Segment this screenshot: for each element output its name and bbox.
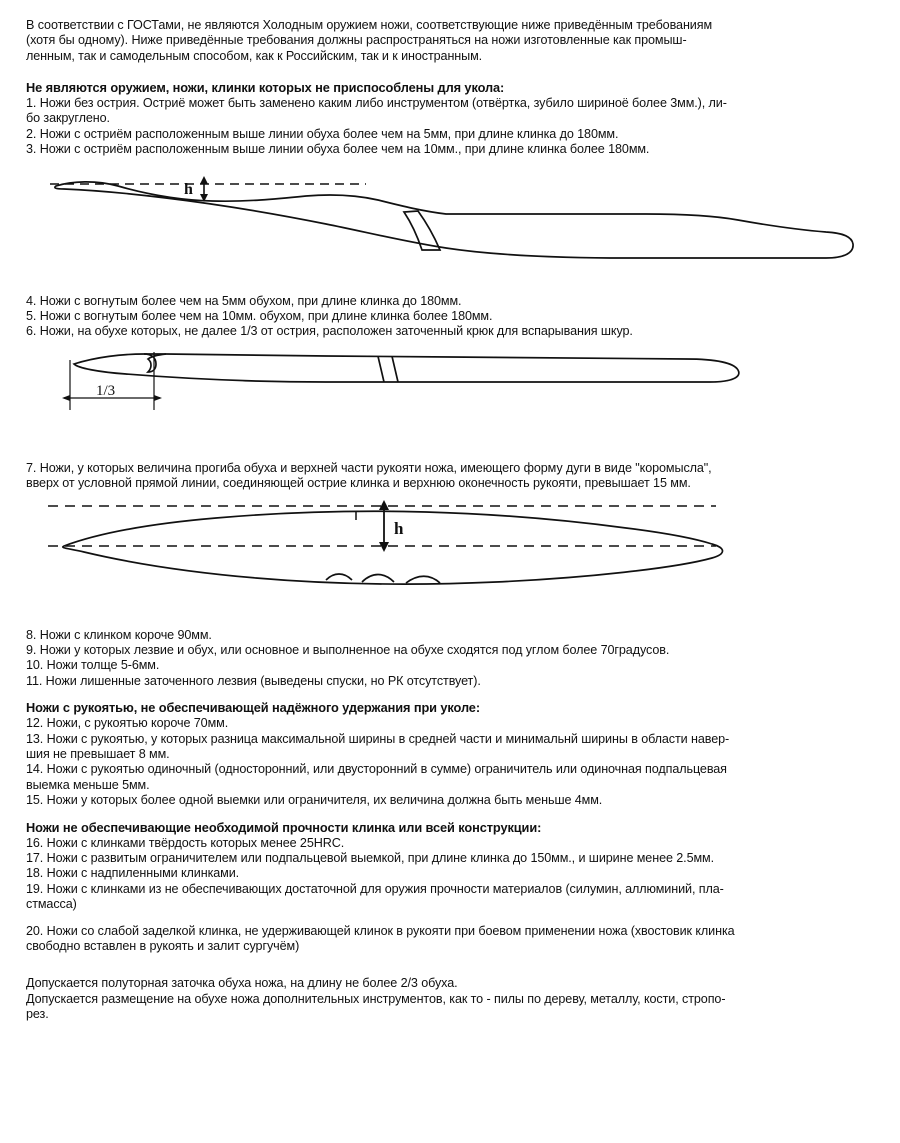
list-item: 4. Ножи с вогнутым более чем на 5мм обухом, при длине клинка до 180мм. <box>26 293 462 308</box>
list-item: свободно вставлен в рукоять и залит сургучём) <box>26 939 300 954</box>
section-6-list <box>26 836 878 955</box>
list-item: 19. Ножи с клинками из не обеспечивающих достаточной для оружия прочности материалов (силумин, аллюминий, пла- <box>26 881 724 896</box>
intro-line-2-rest: Ниже приведённые требования должны распространяться на ножи изготовленные как промыш- <box>128 33 687 48</box>
list-item: 20. Ножи со слабой заделкой клинка, не удерживающей клинок в рукояти при боевом применении ножа (хвостовик клинка <box>26 923 735 938</box>
list-item: 6. Ножи, на обухе которых, не далее 1/3 от острия, расположен заточенный крюк для вспарывания шкур. <box>26 324 633 339</box>
footer-note: рез. <box>26 1007 49 1022</box>
svg-text:1/3: 1/3 <box>96 382 116 399</box>
list-item: 1. Ножи без острия. Остриё может быть заменено каким либо инструментом (отвёртка, зубило шириноё более 3мм.), ли- <box>26 95 727 110</box>
list-item: 11. Ножи лишенные заточенного лезвия (выведены спуски, но РК отсутствует). <box>26 673 481 688</box>
list-item: 7. Ножи, у которых величина прогиба обуха и верхней части рукояти ножа, имеющего форму дуги в виде "коромысла", <box>26 460 712 475</box>
list-item: 12. Ножи, с рукоятью короче 70мм. <box>26 716 229 731</box>
list-item: 14. Ножи с рукоятью одиночный (односторонний, или двусторонний в сумме) ограничитель или одиночная подпальцевая <box>26 762 727 777</box>
section-6-heading: Ножи не обеспечивающие необходимой прочности клинка или всей конструкции: <box>26 819 542 835</box>
list-item: 5. Ножи с вогнутым более чем на 10мм. обухом, при длине клинка более 180мм. <box>26 308 493 323</box>
svg-text:h: h <box>184 180 193 198</box>
intro-line-1: В соответствии с ГОСТами, не являются Холодным оружием ножи, соответствующие ниже приведённым требованиям <box>26 18 713 32</box>
list-item: вверх от условной прямой линии, соединяющей острие клинка и верхнюю оконечность рукояти, превышает 15 мм. <box>26 476 691 491</box>
document-content <box>26 18 878 1023</box>
intro-line-3: ленным, так и самодельным способом, как к Российским, так и к иностранным. <box>26 48 483 63</box>
svg-text:h: h <box>394 518 404 538</box>
list-item: 8. Ножи с клинком короче 90мм. <box>26 627 212 642</box>
list-item: 9. Ножи у которых лезвие и обух, или основное и выполненное на обухе сходятся под углом более 70градусов. <box>26 642 670 657</box>
list-item: 10. Ножи толще 5-6мм. <box>26 658 160 673</box>
list-item: 15. Ножи у которых более одной выемки или ограничителя, их величина должна быть меньше 4мм. <box>26 793 603 808</box>
list-item: 3. Ножи с остриём расположенным выше линии обуха более чем на 10мм., при длине клинка более 180мм. <box>26 142 650 157</box>
list-item: 17. Ножи с развитым ограничителем или подпальцевой выемкой, при длине клинка до 150мм., и ширине менее 2.5мм. <box>26 851 714 866</box>
section-1-list <box>26 96 878 158</box>
section-4-list <box>26 628 878 690</box>
footer-note: Допускается полуторная заточка обуха ножа, на длину не более 2/3 обуха. <box>26 976 458 991</box>
list-item: шия не превышает 8 мм. <box>26 746 170 761</box>
list-item: выемка меньше 5мм. <box>26 777 150 792</box>
list-item: стмасса) <box>26 897 77 912</box>
section-5-heading: Ножи с рукоятью, не обеспечивающей надёжного удержания при уколе: <box>26 700 480 716</box>
knife-upswept-point-diagram <box>26 158 878 283</box>
section-2-list <box>26 294 878 340</box>
intro-emphasis: (хотя бы одному). <box>26 33 129 48</box>
section-3-list <box>26 461 878 492</box>
intro-paragraph <box>26 18 878 64</box>
footer-note: Допускается размещение на обухе ножа дополнительных инструментов, как то - пилы по дереву, металлу, кости, стропо- <box>26 991 726 1006</box>
section-5-list <box>26 716 878 808</box>
list-item: 16. Ножи с клинками твёрдость которых менее 25HRC. <box>26 835 345 850</box>
list-item: 18. Ножи с надпиленными клинками. <box>26 866 240 881</box>
knife-arc-deflection-diagram <box>26 492 878 617</box>
knife-hook-spine-diagram <box>26 340 878 450</box>
section-1-heading: Не являются оружием, ножи, клинки которых не приспособлены для укола: <box>26 79 505 95</box>
list-item: бо закруглено. <box>26 111 110 126</box>
list-item: 2. Ножи с остриём расположенным выше линии обуха более чем на 5мм, при длине клинка до 180мм. <box>26 126 619 141</box>
intro-line-2 <box>26 33 878 48</box>
list-item: 13. Ножи с рукоятью, у которых разница максимальной ширины в средней части и минимальнй ширины в области навер- <box>26 731 730 746</box>
footer-notes <box>26 976 878 1022</box>
